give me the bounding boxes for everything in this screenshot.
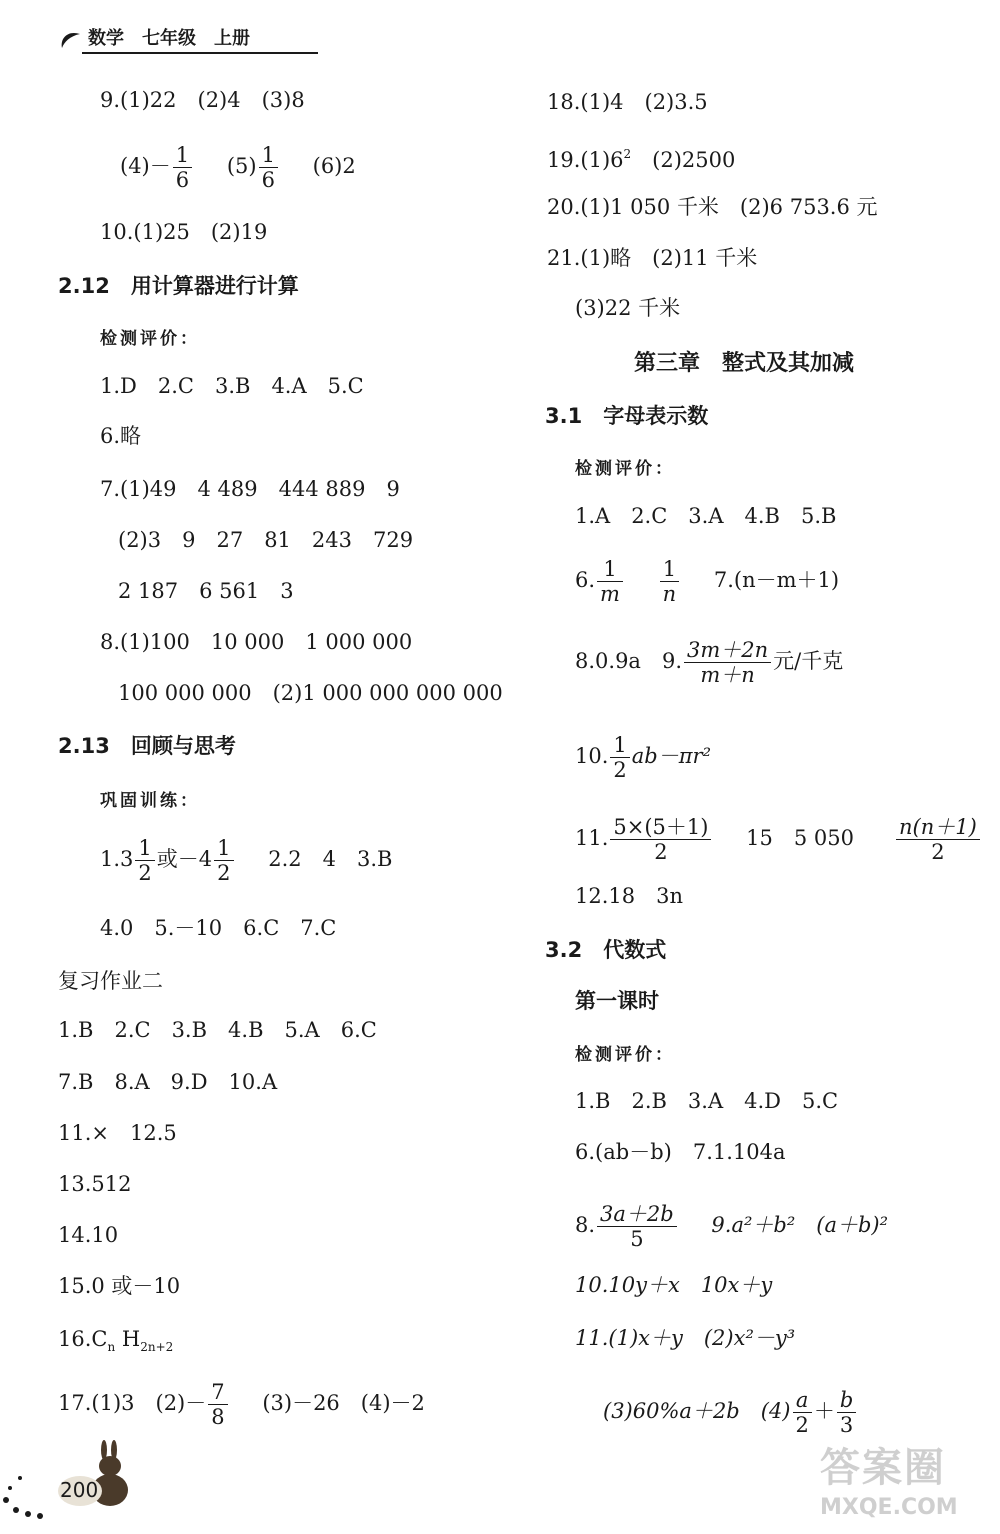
header bbox=[58, 24, 258, 54]
watermark-logo: 答案圈 bbox=[820, 1445, 946, 1491]
lesson-1-title: 第一课时 bbox=[575, 989, 659, 1013]
header-rule bbox=[82, 52, 318, 54]
consolidation-label: 巩固训练： bbox=[100, 791, 200, 811]
answer-2-12-6: 6.略 bbox=[100, 424, 142, 448]
answer-2-12-7b: (2)3 9 27 81 243 729 bbox=[118, 528, 414, 552]
answer-9-line2: (4)－ $\frac{1}{6}$ (5) $\frac{1}{6}$ (6)2 bbox=[120, 143, 356, 193]
answer-3-2-10: 10.10y＋x 10x＋y bbox=[575, 1273, 773, 1297]
answer-3-1-12: 12.18 3n bbox=[575, 884, 684, 908]
answer-20: 20.(1)1 050 千米 (2)6 753.6 元 bbox=[547, 195, 878, 219]
answer-3-2-6: 6.(ab－b) 7.1.104a bbox=[575, 1140, 786, 1164]
answer-2-12-7c: 2 187 6 561 3 bbox=[118, 579, 294, 603]
fraction: $\frac{1}{6}$ bbox=[173, 143, 192, 192]
answer-3-1-1: 1.A 2.C 3.A 4.B 5.B bbox=[575, 504, 837, 528]
answer-2-12-7a: 7.(1)49 4 489 444 889 9 bbox=[100, 477, 400, 501]
answer-18: 18.(1)4 (2)3.5 bbox=[547, 90, 708, 114]
chapter-3-title: 第三章 整式及其加减 bbox=[634, 351, 855, 376]
header-title: 数学 七年级 上册 bbox=[88, 28, 250, 49]
swoosh-icon bbox=[58, 28, 84, 54]
fraction: $\frac{n(n+1)}{2}$ bbox=[896, 815, 980, 864]
review-answer-15: 15.0 或－10 bbox=[58, 1274, 181, 1298]
watermark-url: MXQE.COM bbox=[820, 1495, 958, 1520]
fraction: $\frac{3a+2b}{5}$ bbox=[597, 1202, 677, 1251]
review-title: 复习作业二 bbox=[58, 969, 163, 993]
fraction: $\frac{1}{m}$ bbox=[597, 557, 623, 606]
fraction: $\frac{1}{6}$ bbox=[259, 143, 278, 192]
answer-3-1-8: 8.0.9a 9. $\frac{3m+2n}{m+n}$ 元/千克 bbox=[575, 638, 844, 688]
assessment-label: 检测评价： bbox=[575, 1045, 675, 1065]
assessment-label: 检测评价： bbox=[575, 459, 675, 479]
section-3-1-title: 3.1 字母表示数 bbox=[545, 404, 709, 428]
fraction: $\frac{5\times(5+1)}{2}$ bbox=[610, 815, 711, 864]
review-answer-7: 7.B 8.A 9.D 10.A bbox=[58, 1070, 278, 1094]
answer-10: 10.(1)25 (2)19 bbox=[100, 220, 268, 244]
answer-3-2-11b: (3)60%a＋2b (4) $\frac{a}{2}$ ＋ $\frac{b}{3}$ bbox=[603, 1388, 858, 1437]
footer-decoration bbox=[0, 1440, 140, 1530]
review-answer-13: 13.512 bbox=[58, 1172, 132, 1196]
answer-3-2-8: 8. $\frac{3a+2b}{5}$ 9.a²＋b² (a＋b)² bbox=[575, 1202, 889, 1252]
review-answer-11: 11.× 12.5 bbox=[58, 1121, 177, 1145]
answer-21: 21.(1)略 (2)11 千米 bbox=[547, 246, 758, 270]
answer-3-2-11: 11.(1)x＋y (2)x²－y³ bbox=[575, 1326, 796, 1350]
answer-2-13-4: 4.0 5.－10 6.C 7.C bbox=[100, 916, 337, 940]
fraction: $\frac{1}{2}$ bbox=[610, 733, 629, 782]
dots-decoration bbox=[0, 1460, 60, 1520]
answer-3-1-10: 10. $\frac{1}{2}$ ab－πr² bbox=[575, 733, 712, 783]
answer-9-line1: 9.(1)22 (2)4 (3)8 bbox=[100, 88, 305, 112]
answer-3-1-6: 6. $\frac{1}{m}$ $\frac{1}{n}$ 7.(n－m＋1) bbox=[575, 557, 840, 607]
page-number: 200 bbox=[60, 1478, 99, 1502]
review-answer-14: 14.10 bbox=[58, 1223, 119, 1247]
answer-19: $19.(1)6^2$ (2)2500 bbox=[547, 147, 736, 172]
section-2-12-title: 2.12 用计算器进行计算 bbox=[58, 274, 299, 298]
fraction: $\frac{b}{3}$ bbox=[837, 1388, 856, 1437]
assessment-label: 检测评价： bbox=[100, 329, 200, 349]
fraction: $\frac{7}{8}$ bbox=[208, 1380, 227, 1429]
answer-3-1-11: 11. $\frac{5\times(5+1)}{2}$ 15 5 050 $\frac{n(n+1)}{2}$ bbox=[575, 815, 982, 864]
answer-3-2-1: 1.B 2.B 3.A 4.D 5.C bbox=[575, 1089, 839, 1113]
fraction: $\frac{1}{2}$ bbox=[135, 836, 154, 885]
answer-2-12-1: 1.D 2.C 3.B 4.A 5.C bbox=[100, 374, 364, 398]
watermark bbox=[820, 1436, 990, 1526]
review-answer-1: 1.B 2.C 3.B 4.B 5.A 6.C bbox=[58, 1018, 377, 1042]
review-answer-17: 17.(1)3 (2)－ $\frac{7}{8}$ (3)－26 (4)－2 bbox=[58, 1380, 425, 1430]
fraction: $\frac{3m+2n}{m+n}$ bbox=[684, 638, 771, 687]
answer-2-12-8a: 8.(1)100 10 000 1 000 000 bbox=[100, 630, 413, 654]
fraction: $\frac{1}{n}$ bbox=[660, 557, 680, 606]
answer-2-12-8b: 100 000 000 (2)1 000 000 000 000 bbox=[118, 681, 503, 705]
fraction: $\frac{a}{2}$ bbox=[793, 1388, 812, 1437]
answer-21-part3: (3)22 千米 bbox=[575, 296, 681, 320]
fraction: $\frac{1}{2}$ bbox=[214, 836, 233, 885]
section-3-2-title: 3.2 代数式 bbox=[545, 938, 667, 962]
answer-2-13-1: 1.3 $\frac{1}{2}$ 或－4 $\frac{1}{2}$ 2.2 4 3.B bbox=[100, 836, 393, 886]
review-answer-16: $16.C_n$ $H_{2n+2}$ bbox=[58, 1327, 174, 1355]
section-2-13-title: 2.13 回顾与思考 bbox=[58, 734, 236, 758]
